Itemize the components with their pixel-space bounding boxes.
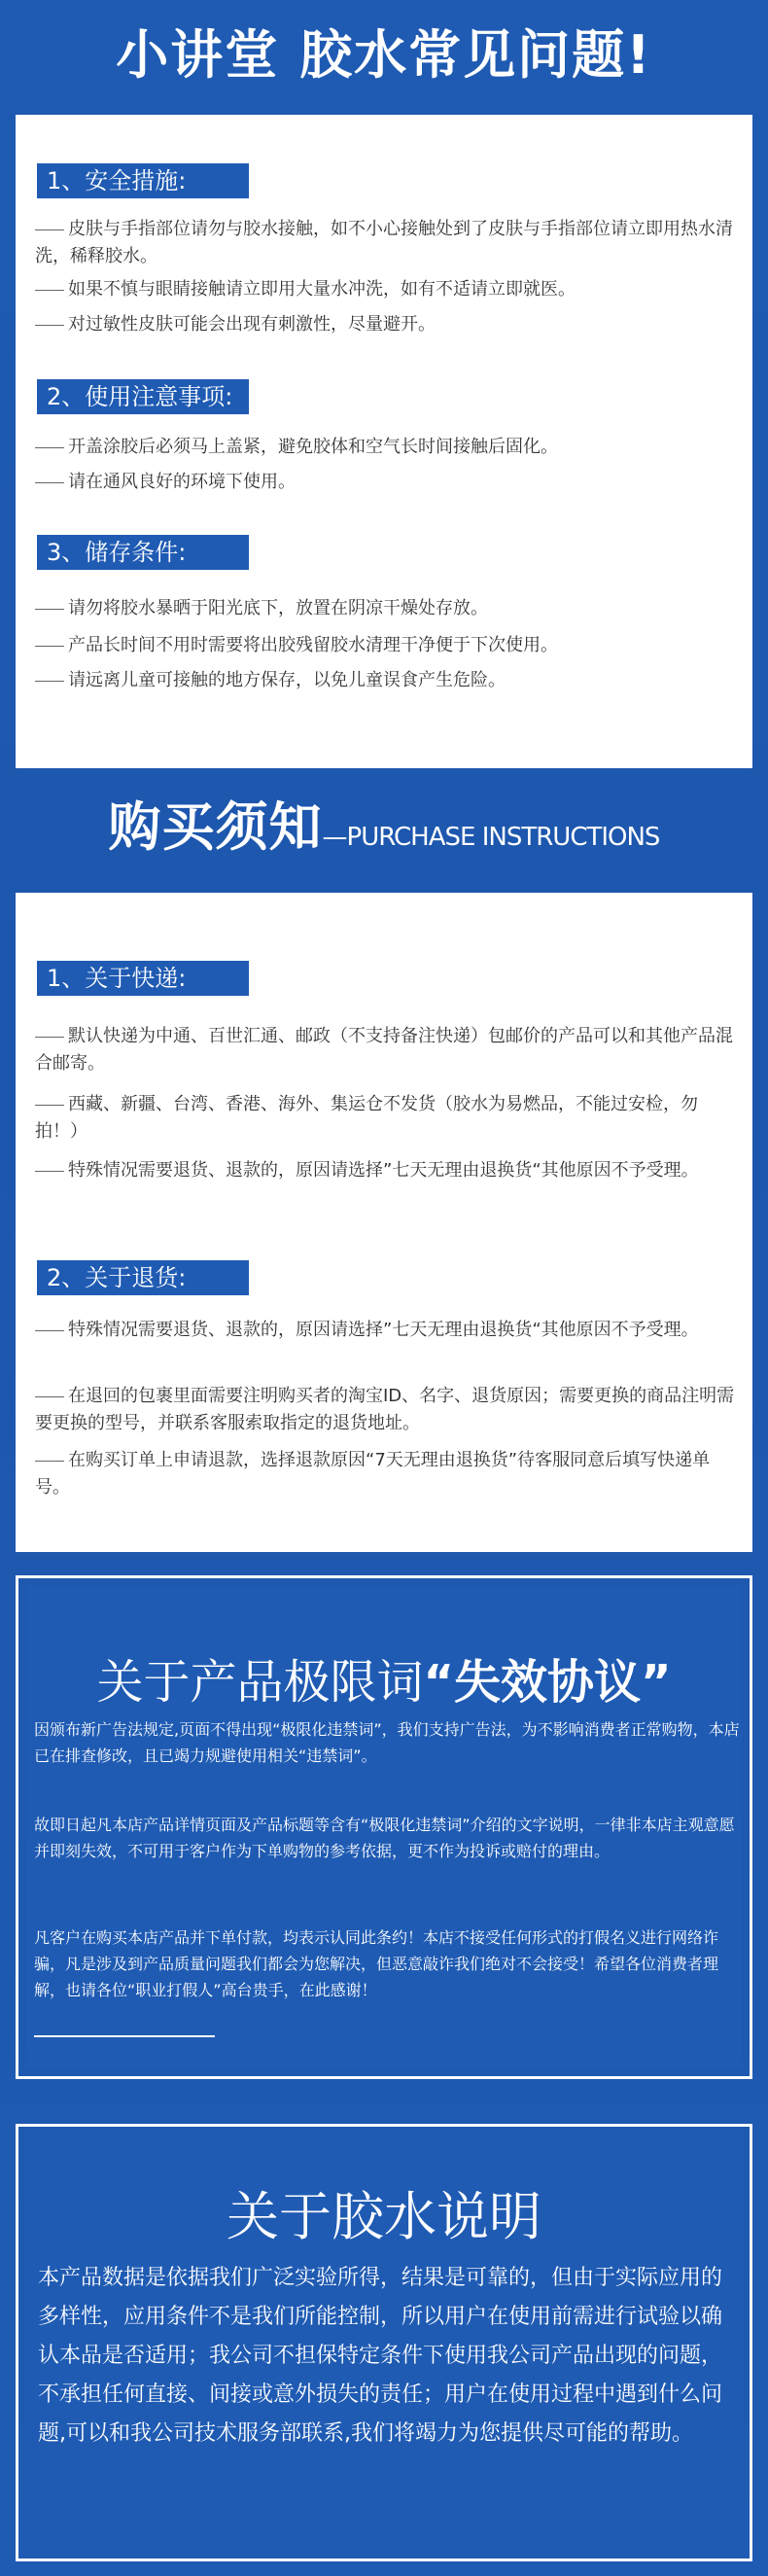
dash-icon (35, 482, 64, 483)
list-item: 在购买订单上申请退款，选择退款原因“7天无理由退换货”待客服同意后填写快递单号。 (35, 1450, 711, 1498)
list-item: 特殊情况需要退货、退款的，原因请选择”七天无理由退换货“其他原因不予受理。 (35, 1317, 735, 1344)
glue-description-inner (26, 2135, 742, 2551)
list-item: 对过敏性皮肤可能会出现有刺激性，尽量避开。 (35, 311, 735, 338)
legal-notice-box (16, 1575, 752, 2079)
list-item: 默认快递为中通、百世汇通、邮政（不支持备注快递）包邮价的产品可以和其他产品混合邮寄。 (35, 1026, 733, 1074)
list-item: 产品长时间不用时需要将出胶残留胶水清理干净便于下次使用。 (35, 632, 735, 659)
glue-description-text: 本产品数据是依据我们广泛实验所得，结果是可靠的，但由于实际应用的多样性，应用条件不是我们所能控制，所以用户在使用前需进行试验以确认本品是否适用；我公司不担保特定条件下使用我公司产品出现的问题，不承担任何直接、间接或意外损失的责任；用户在使用过程中遇到什么问题,可以和我公司技术服务部联系,我们将竭力为您提供尽可能的帮助。 (38, 2266, 723, 2446)
page-title: 小讲堂 胶水常见问题! (116, 24, 652, 86)
dash-icon (35, 290, 64, 291)
legal-notice-inner (26, 1586, 742, 2068)
section-label-storage: 3、储存条件: (37, 535, 249, 570)
legal-paragraph: 故即日起凡本店产品详情页面及产品标题等含有“极限化违禁词”介绍的文字说明，一律非本店主观意愿并即刻失效，不可用于客户作为下单购物的参考依据，更不作为投诉或赔付的理由。 (34, 1816, 735, 1860)
dash-icon (35, 681, 64, 682)
dash-icon (35, 1037, 64, 1038)
dash-icon (35, 1396, 64, 1397)
list-item: 在退回的包裹里面需要注明购买者的淘宝ID、名字、退货原因；需要更换的商品注明需要更换的型号，并联系客服索取指定的退货地址。 (35, 1386, 735, 1433)
dash-icon (35, 1171, 64, 1172)
dash-icon (35, 1105, 64, 1106)
purchase-title-en: —PURCHASE INSTRUCTIONS (322, 823, 660, 852)
legal-title: 关于产品极限词“失效协议” (96, 1655, 672, 1710)
list-item: 请在通风良好的环境下使用。 (35, 469, 735, 496)
list-item: 请远离儿童可接触的地方保存，以免儿童误食产生危险。 (35, 667, 735, 694)
legal-paragraph: 凡客户在购买本店产品并下单付款，均表示认同此条约！本店不接受任何形式的打假名义进行网络诈骗，凡是涉及到产品质量问题我们都会为您解决，但恶意敲诈我们绝对不会接受！希望各位消费者理解，也请各位“职业打假人”高台贵手，在此感谢！ (34, 1928, 719, 1999)
purchase-title-cn: 购买须知 (108, 796, 323, 858)
divider (34, 2035, 215, 2037)
faq-card (16, 115, 752, 768)
purchase-title (0, 786, 768, 861)
dash-icon (35, 325, 64, 326)
list-item: 皮肤与手指部位请勿与胶水接触，如不小心接触处到了皮肤与手指部位请立即用热水清洗，稀释胶水。 (35, 219, 733, 266)
dash-icon (35, 1330, 64, 1331)
dash-icon (35, 609, 64, 610)
legal-title-strong: “失效协议” (423, 1655, 672, 1710)
list-item: 请勿将胶水暴晒于阳光底下，放置在阴凉干燥处存放。 (35, 595, 735, 622)
list-item: 如果不慎与眼睛接触请立即用大量水冲洗，如有不适请立即就医。 (35, 276, 735, 303)
dash-icon (35, 646, 64, 647)
dash-icon (35, 229, 64, 230)
section-label-shipping: 1、关于快递: (37, 961, 249, 996)
purchase-card (16, 893, 752, 1552)
section-label-safety: 1、安全措施: (37, 163, 249, 198)
section-label-usage: 2、使用注意事项: (37, 379, 249, 414)
section-label-returns: 2、关于退货: (37, 1260, 249, 1295)
legal-paragraph: 因颁布新广告法规定,页面不得出现“极限化违禁词”，我们支持广告法，为不影响消费者正常购物，本店已在排查修改，且已竭力规避使用相关“违禁词”。 (34, 1720, 740, 1765)
dash-icon (35, 447, 64, 448)
dash-icon (35, 1461, 64, 1462)
glue-title: 关于胶水说明 (227, 2186, 541, 2247)
list-item: 特殊情况需要退货、退款的，原因请选择”七天无理由退换货“其他原因不予受理。 (35, 1157, 735, 1184)
glue-description-box (16, 2124, 752, 2561)
list-item: 开盖涂胶后必须马上盖紧，避免胶体和空气长时间接触后固化。 (35, 434, 735, 461)
list-item: 西藏、新疆、台湾、香港、海外、集运仓不发货（胶水为易燃品，不能过安检，勿拍！） (35, 1094, 698, 1142)
